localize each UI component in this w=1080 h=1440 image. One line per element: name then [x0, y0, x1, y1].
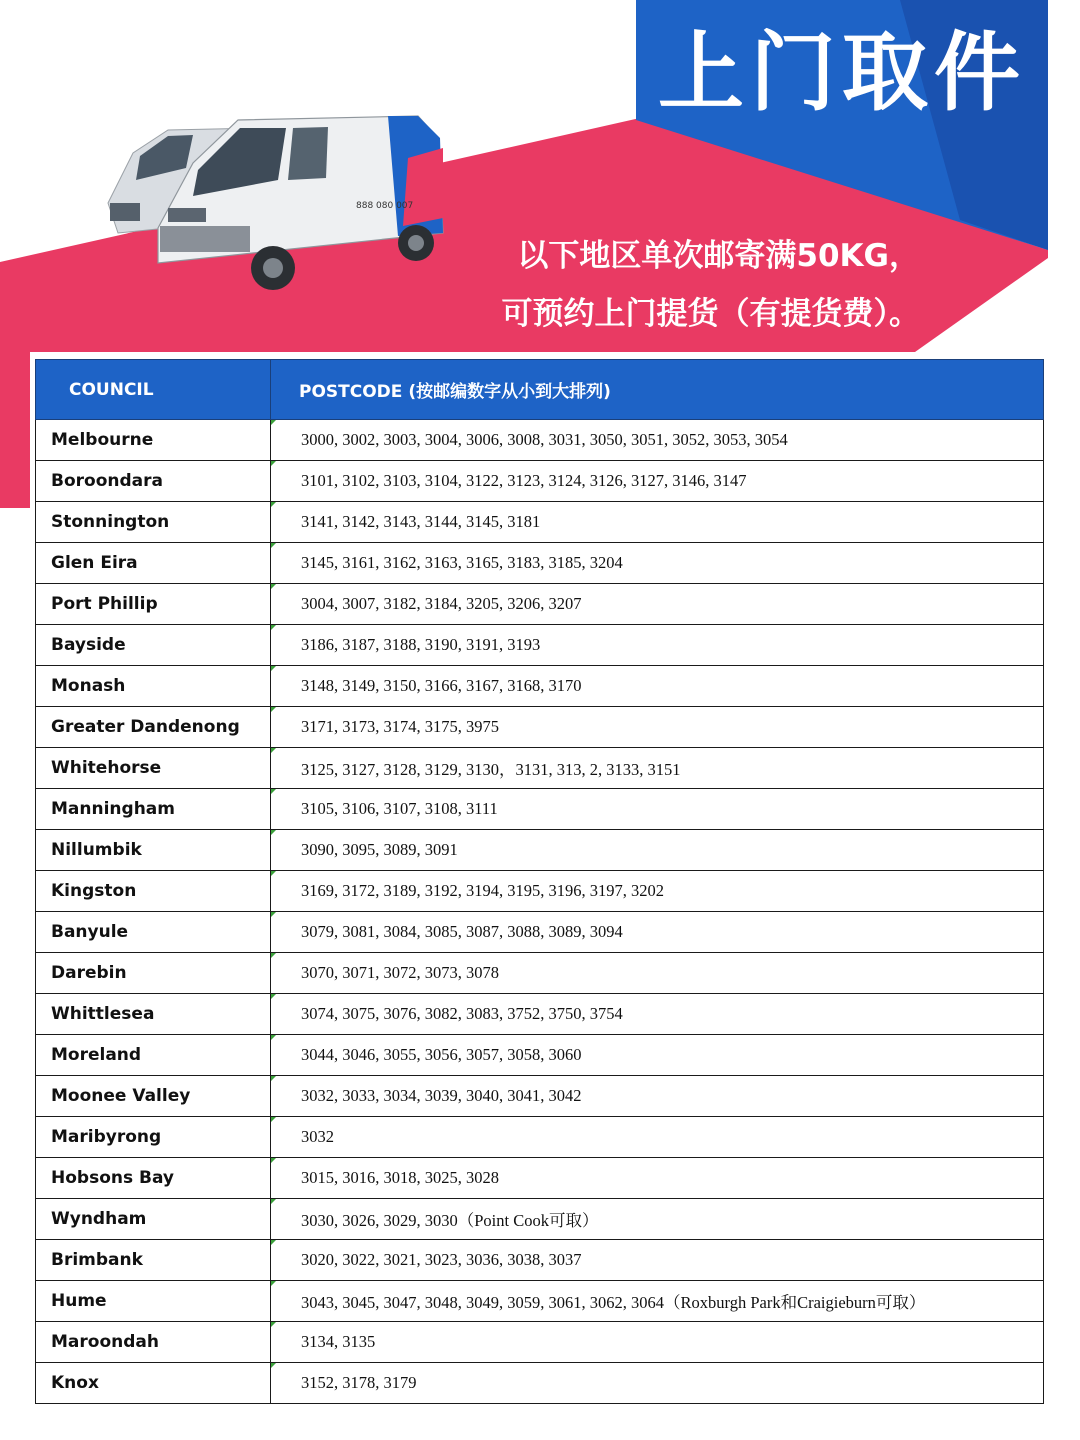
council-name-cell: Whitehorse [36, 748, 271, 789]
council-name-cell: Hume [36, 1281, 271, 1322]
postcodes-cell: 3171, 3173, 3174, 3175, 3975 [271, 707, 1044, 748]
postcodes-cell: 3105, 3106, 3107, 3108, 3111 [271, 789, 1044, 830]
postcodes-cell: 3004, 3007, 3182, 3184, 3205, 3206, 3207 [271, 584, 1044, 625]
table-row [36, 666, 1044, 707]
postcodes-cell: 3000, 3002, 3003, 3004, 3006, 3008, 3031, 3050, 3051, 3052, 3053, 3054 [271, 420, 1044, 461]
council-name-cell: Bayside [36, 625, 271, 666]
table-row [36, 1240, 1044, 1281]
council-name-cell: Kingston [36, 871, 271, 912]
postcodes-cell: 3148, 3149, 3150, 3166, 3167, 3168, 3170 [271, 666, 1044, 707]
postcodes-cell: 3145, 3161, 3162, 3163, 3165, 3183, 3185, 3204 [271, 543, 1044, 584]
table-row [36, 994, 1044, 1035]
page-title: 上门取件 [658, 23, 1026, 123]
table-row [36, 830, 1044, 871]
council-name-cell: Greater Dandenong [36, 707, 271, 748]
table-row [36, 1117, 1044, 1158]
table-row [36, 707, 1044, 748]
council-name-cell: Monash [36, 666, 271, 707]
postcodes-cell: 3134, 3135 [271, 1322, 1044, 1363]
table-row [36, 953, 1044, 994]
council-name-cell: Moonee Valley [36, 1076, 271, 1117]
table-row [36, 1199, 1044, 1240]
postcodes-cell: 3090, 3095, 3089, 3091 [271, 830, 1044, 871]
postcodes-cell: 3030, 3026, 3029, 3030（Point Cook可取） [271, 1199, 1044, 1240]
postcodes-cell: 3074, 3075, 3076, 3082, 3083, 3752, 3750, 3754 [271, 994, 1044, 1035]
table-row [36, 912, 1044, 953]
van-illustration [98, 108, 448, 308]
postcodes-cell: 3152, 3178, 3179 [271, 1363, 1044, 1404]
van-phone-text: 888 080 007 [356, 201, 414, 211]
table-row [36, 1363, 1044, 1404]
postcodes-cell: 3032, 3033, 3034, 3039, 3040, 3041, 3042 [271, 1076, 1044, 1117]
column-header-council: COUNCIL [36, 360, 271, 420]
table-row [36, 1076, 1044, 1117]
postcode-table-container [35, 359, 1044, 1404]
table-row [36, 625, 1044, 666]
table-row [36, 1281, 1044, 1322]
postcodes-cell: 3044, 3046, 3055, 3056, 3057, 3058, 3060 [271, 1035, 1044, 1076]
subtitle-line-2: 可预约上门提货（有提货费）。 [501, 296, 920, 332]
postcodes-cell: 3043, 3045, 3047, 3048, 3049, 3059, 3061, 3062, 3064（Roxburgh Park和Craigieburn可取） [271, 1281, 1044, 1322]
council-name-cell: Stonnington [36, 502, 271, 543]
table-row [36, 789, 1044, 830]
postcodes-cell: 3186, 3187, 3188, 3190, 3191, 3193 [271, 625, 1044, 666]
council-name-cell: Maribyrong [36, 1117, 271, 1158]
council-name-cell: Moreland [36, 1035, 271, 1076]
table-row [36, 543, 1044, 584]
table-row [36, 461, 1044, 502]
table-row [36, 502, 1044, 543]
table-header-row [36, 360, 1044, 420]
postcodes-cell: 3141, 3142, 3143, 3144, 3145, 3181 [271, 502, 1044, 543]
council-name-cell: Knox [36, 1363, 271, 1404]
table-row [36, 1158, 1044, 1199]
subtitle-line-1: 以下地区单次邮寄满50KG， [517, 238, 920, 274]
council-name-cell: Melbourne [36, 420, 271, 461]
table-body [36, 420, 1044, 1404]
table-row [36, 1035, 1044, 1076]
table-row [36, 584, 1044, 625]
table-row [36, 420, 1044, 461]
table-row [36, 1322, 1044, 1363]
column-header-postcode: POSTCODE (按邮编数字从小到大排列) [271, 360, 1044, 420]
council-name-cell: Nillumbik [36, 830, 271, 871]
council-name-cell: Boroondara [36, 461, 271, 502]
council-name-cell: Port Phillip [36, 584, 271, 625]
postcodes-cell: 3015, 3016, 3018, 3025, 3028 [271, 1158, 1044, 1199]
council-name-cell: Darebin [36, 953, 271, 994]
council-name-cell: Hobsons Bay [36, 1158, 271, 1199]
table-row [36, 871, 1044, 912]
postcode-table [35, 359, 1044, 1404]
postcodes-cell: 3032 [271, 1117, 1044, 1158]
council-name-cell: Manningham [36, 789, 271, 830]
council-name-cell: Whittlesea [36, 994, 271, 1035]
council-name-cell: Maroondah [36, 1322, 271, 1363]
council-name-cell: Brimbank [36, 1240, 271, 1281]
council-name-cell: Wyndham [36, 1199, 271, 1240]
council-name-cell: Glen Eira [36, 543, 271, 584]
postcodes-cell: 3125, 3127, 3128, 3129, 3130，3131, 313, 2, 3133, 3151 [271, 748, 1044, 789]
council-name-cell: Banyule [36, 912, 271, 953]
postcodes-cell: 3020, 3022, 3021, 3023, 3036, 3038, 3037 [271, 1240, 1044, 1281]
postcodes-cell: 3101, 3102, 3103, 3104, 3122, 3123, 3124, 3126, 3127, 3146, 3147 [271, 461, 1044, 502]
postcodes-cell: 3169, 3172, 3189, 3192, 3194, 3195, 3196, 3197, 3202 [271, 871, 1044, 912]
table-row [36, 748, 1044, 789]
postcodes-cell: 3079, 3081, 3084, 3085, 3087, 3088, 3089, 3094 [271, 912, 1044, 953]
postcodes-cell: 3070, 3071, 3072, 3073, 3078 [271, 953, 1044, 994]
